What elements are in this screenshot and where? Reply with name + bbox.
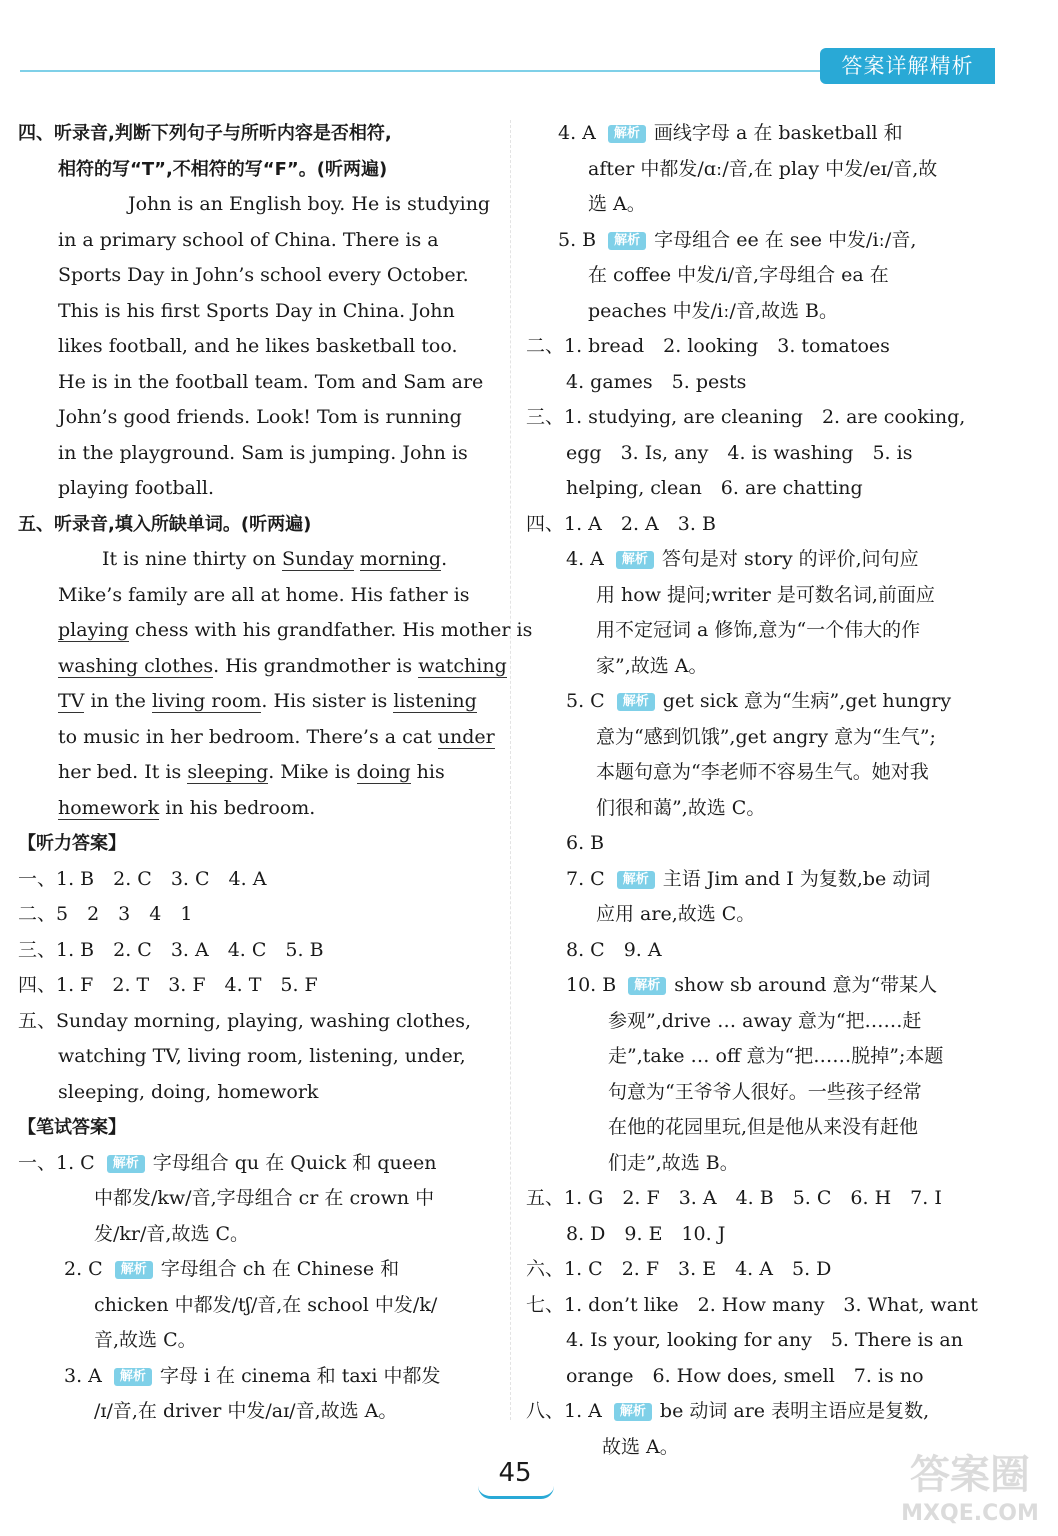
passage-line: He is in the football team. Tom and Sam are (58, 370, 484, 393)
answer-row: 4. games 5. pests (566, 370, 747, 393)
answer-blank: doing (356, 761, 411, 783)
answer-row: 用不定冠词 a 修饰,意为“一个伟大的作 (596, 619, 921, 641)
answer-row: 走”,take … off 意为“把……脱掉”;本题 (608, 1045, 944, 1067)
passage-line: John’s good friends. Look! Tom is running (58, 406, 462, 428)
answer-blank: watching (418, 654, 507, 677)
answer-row: chicken 中都发/tʃ/音,在 school 中发/k/ (94, 1293, 438, 1316)
q4-title-cont: 相符的写“T”,不相符的写“F”。(听两遍) (58, 158, 388, 180)
answer-row: 选 A。 (588, 193, 646, 215)
answer-row: 五、1. G 2. F 3. A 4. B 5. C 6. H 7. I (526, 1187, 942, 1209)
answer-row: 句意为“王爷爷人很好。一些孩子经常 (608, 1080, 922, 1103)
answer-row: 参观”,drive … away 意为“把……赶 (608, 1009, 922, 1032)
passage-line: John is an English boy. He is studying (128, 193, 491, 215)
answer-row: 应用 are,故选 C。 (596, 903, 756, 925)
passage-line: to music in her bedroom. There’s a cat under (58, 725, 495, 748)
written-answers-title: 【笔试答案】 (18, 1117, 126, 1138)
answer-row: 四、1. A 2. A 3. B (526, 512, 716, 535)
answer-row: 五、Sunday morning, playing, washing clothes, (18, 1009, 472, 1032)
answer-row: 家”,故选 A。 (596, 654, 708, 677)
answer-row: 一、1. B 2. C 3. C 4. A (18, 867, 267, 890)
answer-row: /ɪ/音,在 driver 中发/aɪ/音,故选 A。 (94, 1400, 398, 1422)
answer-row: 们走”,故选 B。 (608, 1151, 739, 1174)
answer-row: 3. A 解析 字母 i 在 cinema 和 taxi 中都发 (64, 1364, 441, 1387)
analysis-tag: 解析 (608, 232, 646, 250)
analysis-tag: 解析 (114, 1368, 152, 1386)
passage-line: playing chess with his grandfather. His mother is (58, 619, 533, 641)
analysis-tag: 解析 (616, 551, 654, 569)
passage-line: likes football, and he likes basketball too. (58, 335, 458, 357)
answer-row: 5. C 解析 get sick 意为“生病”,get hungry (566, 690, 952, 712)
answer-row: peaches 中发/iː/音,故选 B。 (588, 299, 838, 322)
answer-row: 7. C 解析 主语 Jim and I 为复数,be 动词 (566, 867, 931, 890)
answer-blank: living room (151, 690, 262, 712)
analysis-tag: 解析 (107, 1155, 145, 1173)
answer-row: 们很和蔼”,故选 C。 (596, 796, 766, 819)
answer-row: 8. C 9. A (566, 938, 662, 961)
header-rule (20, 70, 820, 72)
page-number-swoosh (478, 1486, 554, 1499)
watermark-text: 答案圈 (910, 1452, 1030, 1498)
passage-line: homework in his bedroom. (58, 796, 316, 819)
answer-row: watching TV, living room, listening, under, (58, 1045, 466, 1067)
answer-row: 在他的花园里玩,但是他从来没有赶他 (608, 1116, 919, 1138)
answer-row: 四、1. F 2. T 3. F 4. T 5. F (18, 974, 318, 996)
answer-row: 4. A 解析 画线字母 a 在 basketball 和 (558, 122, 903, 144)
left-column (18, 116, 533, 1430)
answer-row: 八、1. A 解析 be 动词 are 表明主语应是复数, (526, 1400, 930, 1422)
answer-row: sleeping, doing, homework (58, 1080, 319, 1103)
answer-row: 七、1. don’t like 2. How many 3. What, want (526, 1293, 978, 1316)
analysis-tag: 解析 (614, 1403, 652, 1421)
answer-row: helping, clean 6. are chatting (566, 477, 863, 499)
answer-row: 5. B 解析 字母组合 ee 在 see 中发/iː/音, (558, 228, 917, 251)
right-column (526, 116, 998, 1465)
answer-row: 在 coffee 中发/i/音,字母组合 ea 在 (588, 264, 889, 286)
answer-row: orange 6. How does, smell 7. is no (566, 1364, 924, 1387)
answer-blank: sleeping (187, 761, 269, 783)
answer-blank: Sunday (282, 548, 354, 570)
answer-row: 故选 A。 (602, 1435, 679, 1458)
answer-row: after 中都发/ɑː/音,在 play 中发/eɪ/音,故 (588, 157, 938, 180)
answer-row: 二、5 2 3 4 1 (18, 903, 193, 925)
answer-row: egg 3. Is, any 4. is washing 5. is (566, 441, 913, 464)
passage-line: This is his first Sports Day in China. John (58, 299, 455, 322)
answer-blank: listening (393, 690, 477, 712)
answer-blank: washing clothes (58, 654, 214, 677)
passage-line: in a primary school of China. There is a (58, 228, 439, 251)
answer-blank: homework (58, 796, 160, 819)
answer-row: 一、1. C 解析 字母组合 qu 在 Quick 和 queen (18, 1151, 437, 1174)
passage-line: washing clothes. His grandmother is watching (58, 654, 507, 677)
passage-line: in the playground. Sam is jumping. John is (58, 441, 468, 464)
answer-row: 三、1. B 2. C 3. A 4. C 5. B (18, 938, 324, 961)
column-divider (510, 120, 511, 1420)
q5-title: 五、听录音,填入所缺单词。(听两遍) (18, 513, 312, 535)
analysis-tag: 解析 (617, 871, 655, 889)
answer-row: 意为“感到饥饿”,get angry 意为“生气”; (596, 725, 936, 748)
page-number: 45 (498, 1458, 532, 1488)
answer-row: 用 how 提问;writer 是可数名词,前面应 (596, 583, 935, 606)
passage-line: Sports Day in John’s school every October. (58, 264, 469, 286)
header-badge: 答案详解精析 (820, 48, 995, 84)
passage-line: TV in the living room. His sister is listening (58, 690, 477, 712)
answer-blank: playing (58, 619, 129, 641)
analysis-tag: 解析 (628, 977, 666, 995)
answer-row: 二、1. bread 2. looking 3. tomatoes (526, 335, 890, 357)
passage-line: her bed. It is sleeping. Mike is doing his (58, 761, 445, 783)
answer-row: 6. B (566, 832, 605, 854)
watermark-logo (890, 1440, 1050, 1530)
answer-blank: morning (359, 548, 442, 570)
answer-row: 4. Is your, looking for any 5. There is an (566, 1329, 963, 1351)
passage-line: playing football. (58, 477, 215, 499)
answer-row: 音,故选 C。 (94, 1329, 197, 1351)
analysis-tag: 解析 (617, 693, 655, 711)
answer-row: 本题句意为“李老师不容易生气。她对我 (596, 761, 929, 783)
answer-row: 三、1. studying, are cleaning 2. are cooking, (526, 406, 966, 428)
answer-row: 六、1. C 2. F 3. E 4. A 5. D (526, 1258, 832, 1280)
passage-line: Mike’s family are all at home. His father is (58, 583, 470, 606)
answer-blank: TV (58, 690, 85, 712)
answer-row: 中都发/kw/音,字母组合 cr 在 crown 中 (94, 1187, 435, 1209)
q5-passage (18, 542, 533, 826)
analysis-tag: 解析 (608, 125, 646, 143)
answer-row: 10. B 解析 show sb around 意为“带某人 (566, 974, 938, 996)
q4-title: 四、听录音,判断下列句子与所听内容是否相符, (18, 123, 392, 144)
answer-row: 4. A 解析 答句是对 story 的评价,问句应 (566, 548, 919, 570)
answer-row: 发/kr/音,故选 C。 (94, 1222, 250, 1245)
analysis-tag: 解析 (115, 1261, 153, 1279)
answer-row: 2. C 解析 字母组合 ch 在 Chinese 和 (64, 1258, 400, 1280)
q4-passage (18, 187, 491, 507)
passage-line: It is nine thirty on Sunday morning. (102, 548, 448, 570)
answer-blank: under (437, 725, 495, 748)
watermark-url: MXQE.COM (901, 1501, 1039, 1526)
answer-row: 8. D 9. E 10. J (566, 1222, 726, 1245)
listening-answers-title: 【听力答案】 (18, 833, 126, 854)
